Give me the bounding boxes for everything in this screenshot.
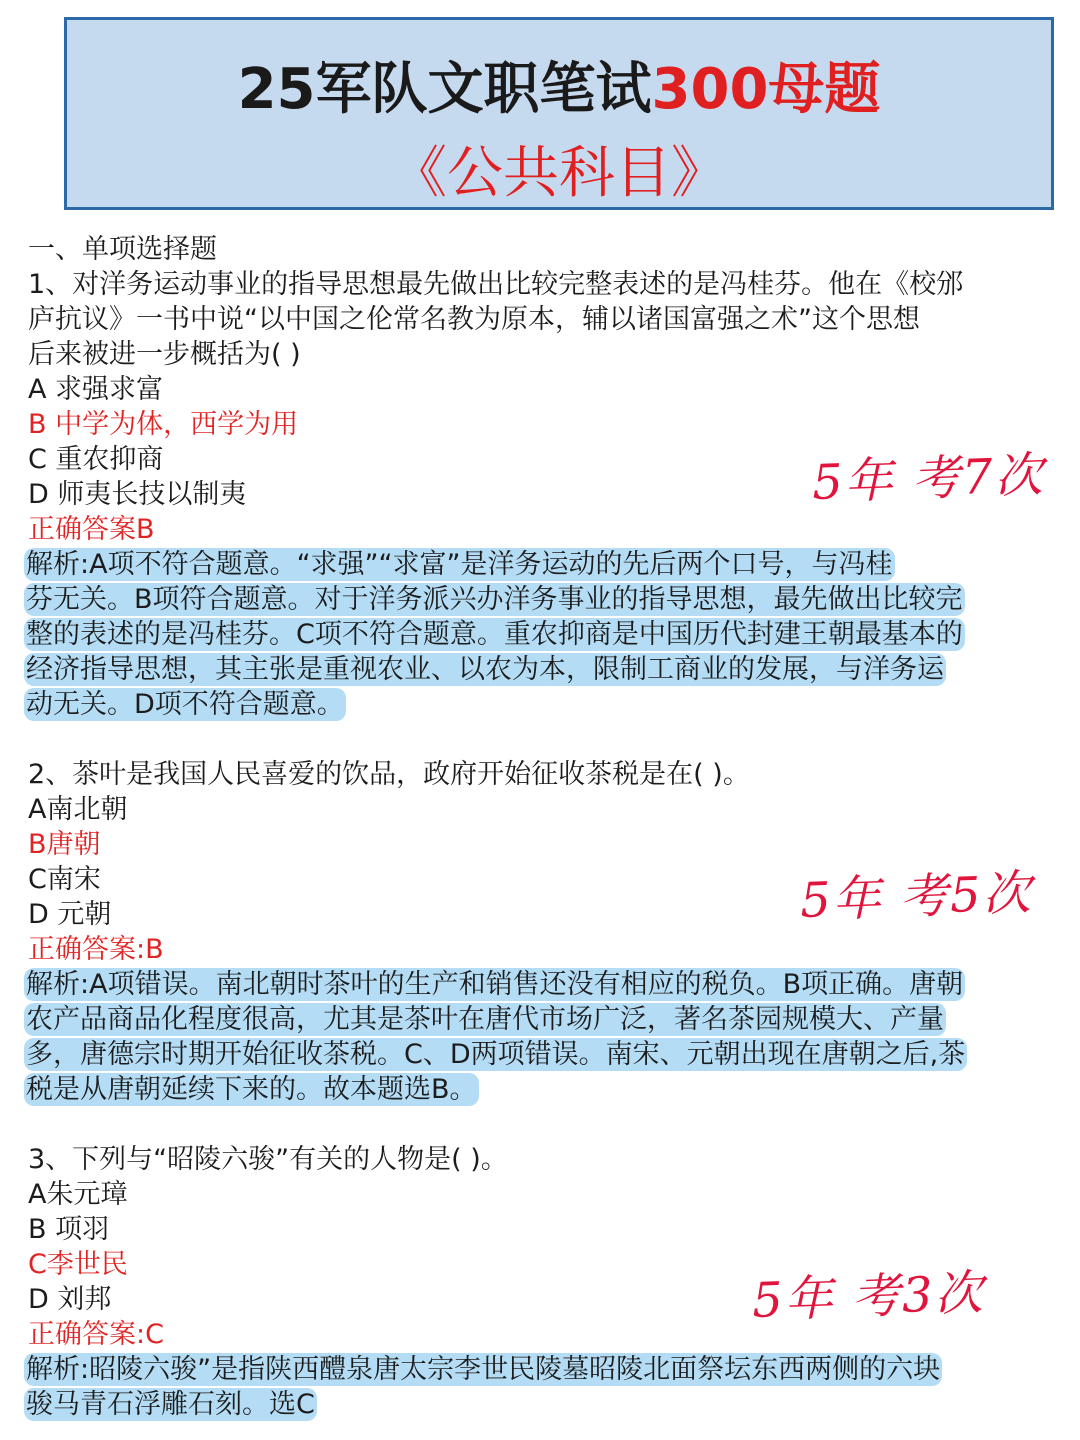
option-b-correct: B 中学为体，西学为用	[28, 409, 299, 440]
analysis-highlight: 动无关。D项不符合题意。	[26, 689, 344, 720]
analysis-highlight: 税是从唐朝延续下来的。故本题选B。	[26, 1074, 477, 1105]
analysis-line	[28, 582, 1058, 617]
title-main: 25军队文职笔试	[237, 57, 652, 122]
question-stem-line: 后来被进一步概括为( )	[28, 339, 301, 370]
analysis-line	[28, 547, 1058, 582]
title-accent: 300母题	[651, 57, 881, 122]
option-d: D 刘邦	[28, 1284, 112, 1315]
handwritten-note-q1: 5年 考7次	[811, 446, 1046, 512]
analysis-highlight: 芬无关。B项符合题意。对于洋务派兴办洋务事业的指导思想，最先做出比较完	[26, 584, 963, 615]
section-title: 一、单项选择题	[28, 234, 217, 265]
spacer	[28, 1107, 1058, 1142]
analysis-line	[28, 687, 1058, 722]
question-stem-line: 1、对洋务运动事业的指导思想最先做出比较完整表述的是冯桂芬。他在《校邠	[28, 269, 964, 300]
analysis-highlight: 多，唐德宗时期开始征收茶税。C、D两项错误。南宋、元朝出现在唐朝之后,茶	[26, 1039, 966, 1070]
analysis-highlight: 解析:A项错误。南北朝时茶叶的生产和销售还没有相应的税负。B项正确。唐朝	[26, 969, 964, 1000]
analysis-line	[28, 1352, 1058, 1387]
page-subtitle: 《公共科目》	[391, 141, 727, 206]
analysis-highlight: 解析:A项不符合题意。“求强”“求富”是洋务运动的先后两个口号，与冯桂	[26, 549, 893, 580]
page-title	[67, 58, 1051, 122]
analysis-line	[28, 1002, 1058, 1037]
analysis-line	[28, 1037, 1058, 1072]
analysis-highlight: 骏马青石浮雕石刻。选C	[26, 1389, 315, 1420]
option-d: D 师夷长技以制夷	[28, 479, 247, 510]
analysis-highlight: 解析:昭陵六骏”是指陕西醴泉唐太宗李世民陵墓昭陵北面祭坛东西两侧的六块	[26, 1354, 941, 1385]
analysis-line	[28, 617, 1058, 652]
option-c: C 重农抑商	[28, 444, 164, 475]
analysis-line	[28, 1072, 1058, 1107]
handwritten-note-q2: 5年 考5次	[799, 864, 1034, 930]
option-c: C南宋	[28, 864, 101, 895]
option-a: A南北朝	[28, 794, 128, 825]
option-b-correct: B唐朝	[28, 829, 101, 860]
handwritten-note-q3: 5年 考3次	[751, 1264, 986, 1330]
spacer	[28, 722, 1058, 757]
option-d: D 元朝	[28, 899, 112, 930]
option-c-correct: C李世民	[28, 1249, 128, 1280]
question-stem-line: 2、茶叶是我国人民喜爱的饮品，政府开始征收茶税是在( )。	[28, 759, 750, 790]
correct-answer: 正确答案:C	[28, 1319, 164, 1350]
analysis-line	[28, 967, 1058, 1002]
header-box	[64, 17, 1054, 210]
option-a: A 求强求富	[28, 374, 164, 405]
question-list	[28, 232, 1058, 1422]
analysis-highlight: 农产品商品化程度很高，尤其是茶叶在唐代市场广泛，著名茶园规模大、产量	[26, 1004, 944, 1035]
question-stem-line: 庐抗议》一书中说“以中国之伦常名教为原本，辅以诸国富强之术”这个思想	[28, 304, 920, 335]
analysis-line	[28, 1387, 1058, 1422]
correct-answer: 正确答案B	[28, 514, 155, 545]
analysis-highlight: 整的表述的是冯桂芬。C项不符合题意。重农抑商是中国历代封建王朝最基本的	[26, 619, 963, 650]
correct-answer: 正确答案:B	[28, 934, 164, 965]
analysis-line	[28, 652, 1058, 687]
question-2	[28, 757, 1058, 1107]
option-a: A朱元璋	[28, 1179, 128, 1210]
question-stem-line: 3、下列与“昭陵六骏”有关的人物是( )。	[28, 1144, 508, 1175]
option-b: B 项羽	[28, 1214, 110, 1245]
analysis-highlight: 经济指导思想，其主张是重视农业、以农为本，限制工商业的发展，与洋务运	[26, 654, 944, 685]
